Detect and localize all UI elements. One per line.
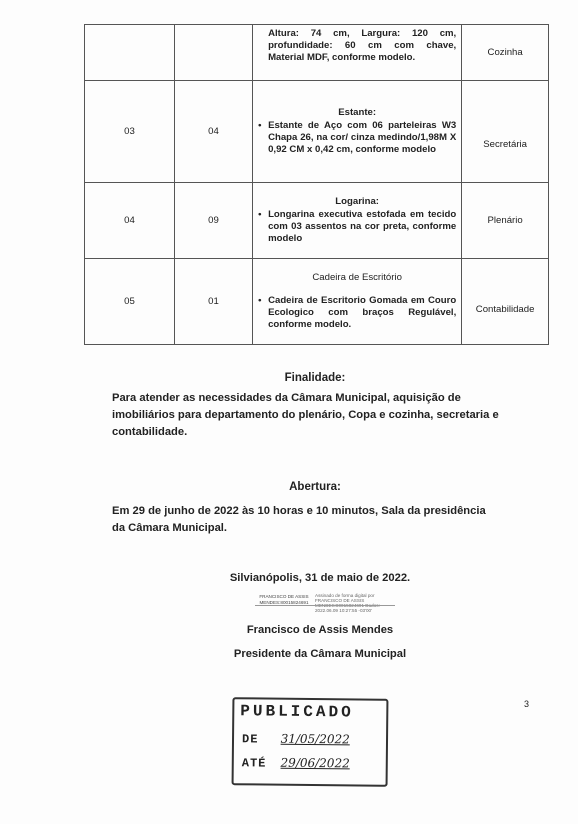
stamp-de-row bbox=[242, 731, 350, 747]
publicado-stamp bbox=[232, 697, 389, 787]
description-title: Estante: bbox=[338, 107, 377, 118]
place-date: Silvianópolis, 31 de maio de 2022. bbox=[229, 572, 411, 584]
description-cell bbox=[253, 81, 462, 183]
table-row bbox=[85, 259, 549, 345]
description-bullet bbox=[258, 209, 456, 245]
item-number-cell: 05 bbox=[85, 259, 175, 345]
stamp-ate-value: 29/06/2022 bbox=[280, 755, 350, 771]
abertura-text: Em 29 de junho de 2022 às 10 horas e 10 minutos, Sala da presidência da Câmara Municipal. bbox=[112, 505, 486, 534]
description-cell bbox=[253, 183, 462, 259]
table-row bbox=[85, 25, 549, 81]
signature-name-stamp: FRANCISCO DE ASSIS MENDES:80015824691 bbox=[259, 594, 309, 605]
quantity-cell bbox=[174, 25, 252, 81]
stamp-de-value: 31/05/2022 bbox=[280, 731, 350, 747]
department-cell: Secretária bbox=[462, 81, 549, 183]
bullet-text: Estante de Aço com 06 parteleiras W3 Chapa 26, na cor/ cinza medindo/1,98M X 0,92 CM x 0,42 cm, conforme modelo bbox=[268, 120, 457, 155]
description-cell bbox=[253, 25, 462, 81]
item-number-cell: 03 bbox=[85, 81, 175, 183]
item-number-cell: 04 bbox=[85, 183, 175, 259]
bullet-icon: • bbox=[258, 295, 262, 306]
description-cell bbox=[253, 259, 462, 345]
bullet-text: Longarina executiva estofada em tecido com 03 assentos na cor preta, conforme modelo bbox=[268, 209, 457, 244]
quantity-cell: 09 bbox=[174, 183, 252, 259]
quantity-cell: 04 bbox=[174, 81, 252, 183]
department-cell: Plenário bbox=[462, 183, 549, 259]
digital-signature bbox=[255, 591, 395, 611]
item-number-cell bbox=[85, 25, 175, 81]
description-title: Logarina: bbox=[335, 196, 379, 207]
signer-role: Presidente da Câmara Municipal bbox=[233, 648, 407, 660]
signature-line bbox=[255, 605, 395, 606]
description-title: Cadeira de Escritório bbox=[312, 272, 402, 283]
bullet-text: Cadeira de Escritorio Gomada em Couro Ecologico com braços Regulável, conforme modelo. bbox=[268, 295, 457, 330]
table-row bbox=[85, 183, 549, 259]
department-cell: Cozinha bbox=[462, 25, 549, 81]
department-cell: Contabilidade bbox=[462, 259, 549, 345]
abertura-title: Abertura: bbox=[289, 481, 341, 493]
items-table bbox=[84, 24, 549, 345]
stamp-label: PUBLICADO bbox=[240, 702, 354, 722]
description-bullet bbox=[258, 295, 456, 331]
finalidade-title: Finalidade: bbox=[284, 372, 346, 384]
table-row bbox=[85, 81, 549, 183]
bullet-icon: • bbox=[258, 120, 262, 131]
page-number: 3 bbox=[524, 699, 530, 709]
description-bullet bbox=[258, 120, 456, 156]
finalidade-text: Para atender as necessidades da Câmara Municipal, aquisição de imobiliários para departamento do plenário, Copa e cozinha, secretaria e contabilidade. bbox=[112, 392, 499, 438]
stamp-ate-row bbox=[242, 755, 350, 771]
stamp-de-label: DE bbox=[241, 732, 259, 747]
signer-name: Francisco de Assis Mendes bbox=[246, 624, 394, 636]
description-text: Altura: 74 cm, Largura: 120 cm, profundidade: 60 cm com chave, Material MDF, conforme modelo. bbox=[268, 28, 457, 63]
stamp-ate-label: ATÉ bbox=[241, 756, 267, 771]
quantity-cell: 01 bbox=[174, 259, 252, 345]
signature-details: Assinado de forma digital por FRANCISCO DE ASSIS MENDES:80015824691 Dados: 2022.06.09 10:27:55 -03'00' bbox=[315, 593, 380, 613]
bullet-icon: • bbox=[258, 209, 262, 220]
